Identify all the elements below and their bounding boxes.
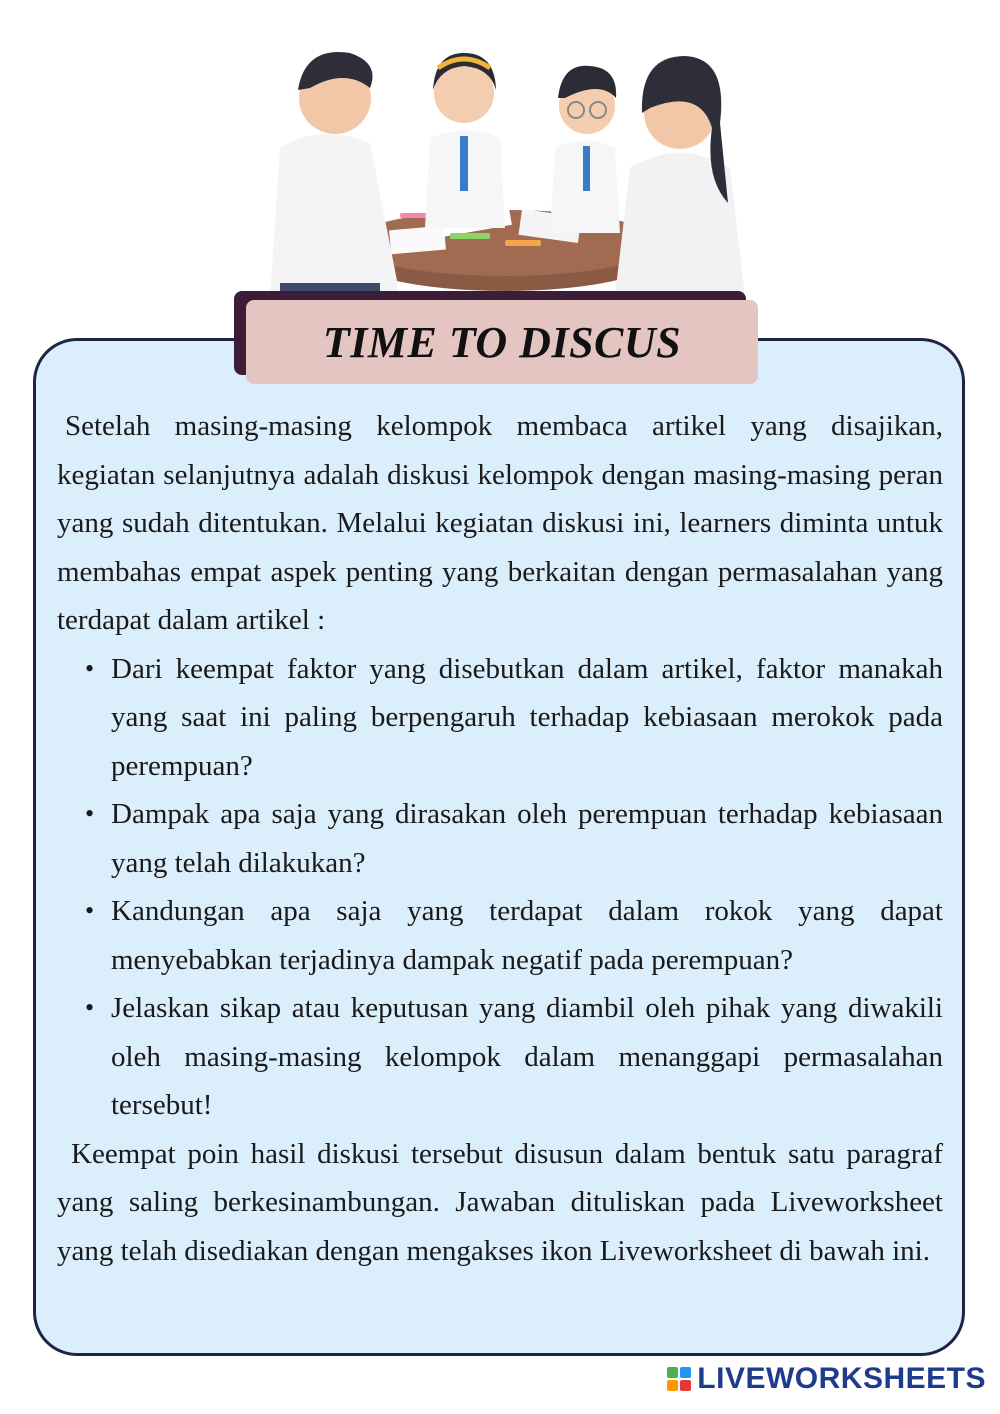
list-item: • Kandungan apa saja yang terdapat dalam rokok yang dapat menyebabkan terjadinya dampak negatif pada perempuan? [111, 887, 943, 984]
liveworksheets-logo-icon [667, 1367, 691, 1391]
liveworksheets-brand[interactable] [667, 1362, 986, 1396]
brand-label: LIVEWORKSHEETS [697, 1362, 986, 1395]
list-item: • Dari keempat faktor yang disebutkan dalam artikel, faktor manakah yang saat ini paling berpengaruh terhadap kebiasaan merokok pada perempuan? [111, 645, 943, 791]
question-list [57, 645, 943, 1130]
students-discussion-illustration [250, 28, 760, 296]
list-item: • Dampak apa saja yang dirasakan oleh perempuan terhadap kebiasaan yang telah dilakukan? [111, 790, 943, 887]
list-item: • Jelaskan sikap atau keputusan yang diambil oleh pihak yang diwakili oleh masing-masing kelompok dalam menanggapi permasalahan tersebut! [111, 984, 943, 1130]
page-title: TIME TO DISCUS [322, 317, 682, 367]
content-text [57, 402, 943, 1275]
intro-paragraph: Setelah masing-masing kelompok membaca artikel yang disajikan, kegiatan selanjutnya adalah diskusi kelompok dengan masing-masing peran yang sudah ditentukan. Melalui kegiatan diskusi ini, learners diminta untuk membahas empat aspek penting yang berkaitan dengan permasalahan yang terdapat dalam artikel : [57, 410, 943, 636]
closing-paragraph: Keempat poin hasil diskusi tersebut disusun dalam bentuk satu paragraf yang saling berkesinambungan. Jawaban dituliskan pada Liveworksheet yang telah disediakan dengan mengakses ikon Liveworksheet di bawah ini. [57, 1137, 943, 1267]
title-banner [246, 300, 758, 384]
